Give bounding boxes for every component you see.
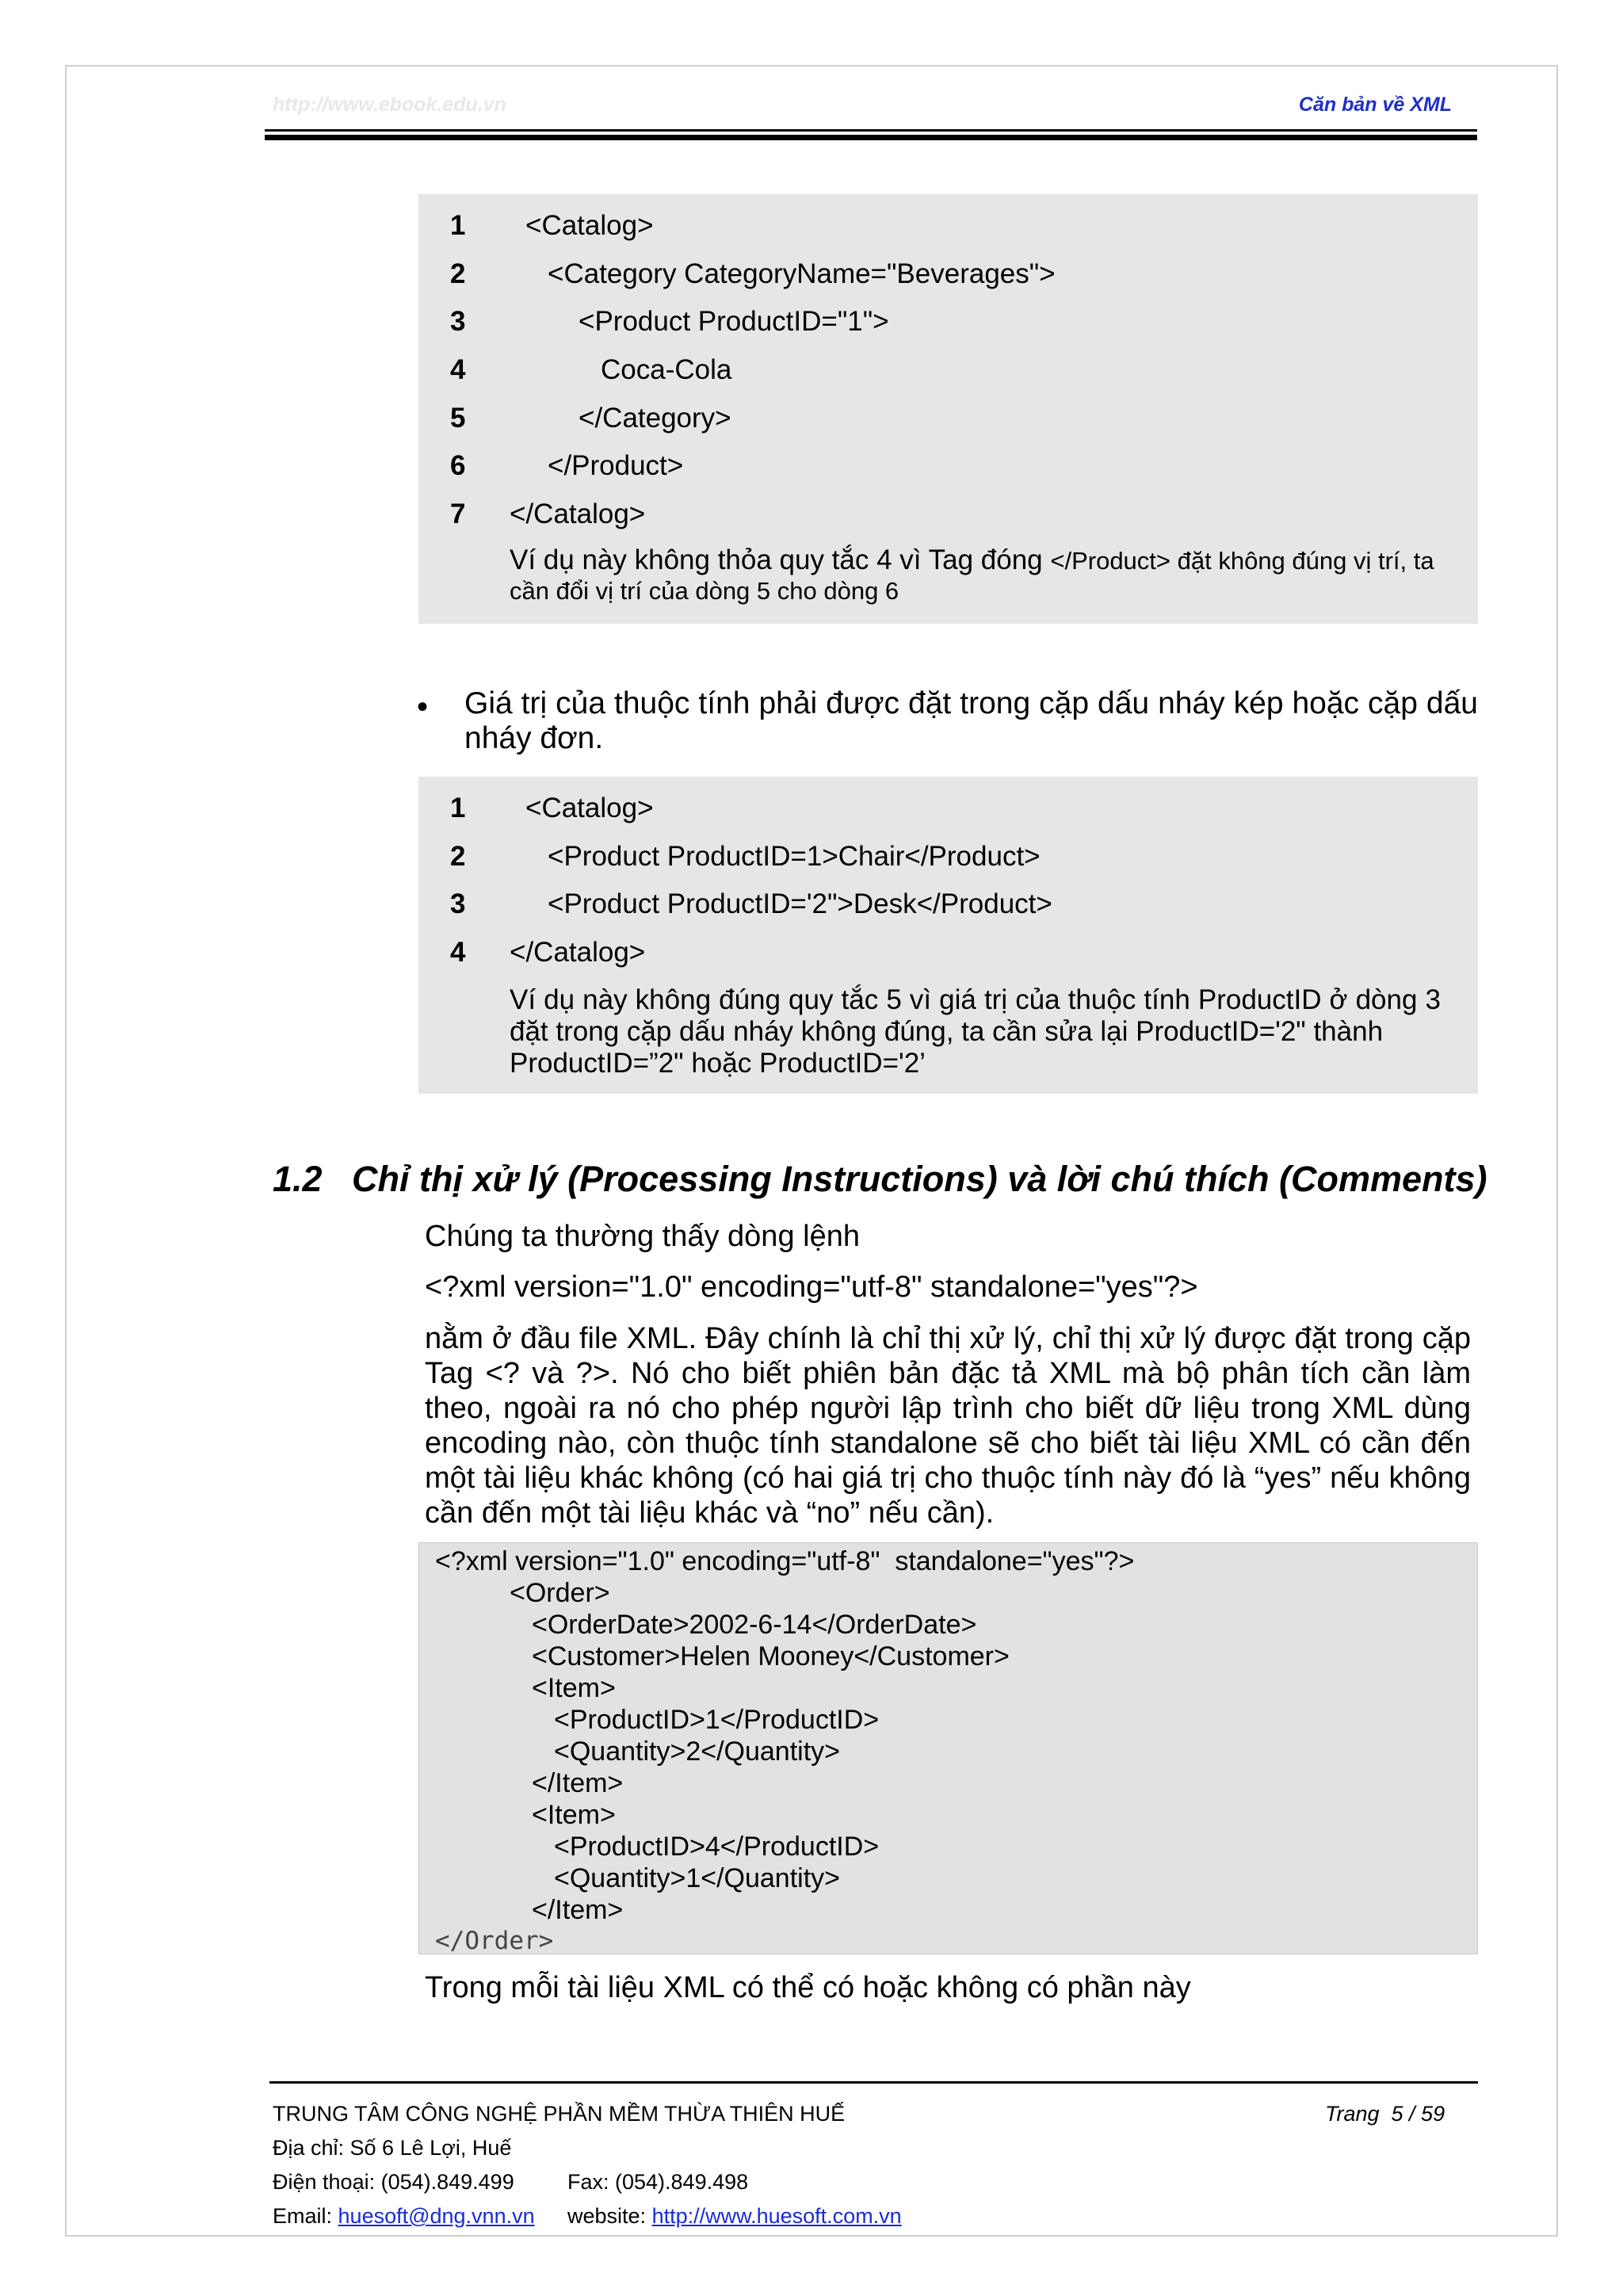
website-label: website: [567, 2204, 652, 2228]
code-example-3 [418, 1542, 1478, 1954]
bullet-marker: • [417, 690, 429, 724]
note-text: Ví dụ này không đúng quy tắc 5 vì giá trị của thuộc tính ProductID ở dòng 3 đặt trong cặp dấu nháy không đúng, ta cần sửa lại ProductID='2" thành [510, 984, 1441, 1047]
code-line: <ProductID>1</ProductID> [554, 1705, 880, 1735]
code-line: <Order> [510, 1578, 610, 1608]
code-line: </Item> [532, 1895, 624, 1925]
section-heading [273, 1159, 1487, 1200]
email-link[interactable]: huesoft@dng.vnn.vn [338, 2204, 535, 2228]
footer-rule [269, 2081, 1478, 2084]
code-line: <OrderDate>2002-6-14</OrderDate> [532, 1610, 977, 1640]
line-number: 4 [450, 937, 466, 968]
website-link[interactable]: http://www.huesoft.com.vn [651, 2204, 902, 2228]
footer-fax: Fax: (054).849.498 [567, 2170, 749, 2194]
paragraph: nằm ở đầu file XML. Đây chính là chỉ thị xử lý, chỉ thị xử lý được đặt trong cặp Tag <? và ?>. Nó cho biết phiên bản đặc tả XML mà bộ phân tích cần làm theo, ngoài ra nó cho phép người lập trình cho biết dữ liệu trong XML dùng encoding nào, còn thuộc tính standalone sẽ cho biết tài liệu XML có cần đến một tài liệu khác không (có hai giá trị cho thuộc tính này đó là “yes” nếu không cần đến một tài liệu khác và “no” nếu cần). [425, 1322, 1471, 1530]
page-number: Trang 5 / 59 [1325, 2102, 1445, 2126]
footer-phone: Điện thoại: (054).849.499 [273, 2170, 514, 2194]
bullet-text: Giá trị của thuộc tính phải được đặt trong cặp dấu nháy kép hoặc cặp dấu nháy đơn. [464, 686, 1478, 755]
code-line: <Product ProductID='2">Desk</Product> [548, 888, 1052, 919]
line-number: 5 [450, 403, 466, 434]
section-number: 1.2 [273, 1159, 323, 1199]
header-rule-thick [265, 135, 1477, 140]
header-rule [265, 129, 1477, 132]
note-text-last: ProductID=”2" hoặc ProductID='2’ [510, 1048, 926, 1079]
code-note [510, 545, 1441, 606]
line-number: 2 [450, 258, 466, 289]
code-line: <Item> [532, 1800, 616, 1830]
code-note [510, 984, 1441, 1079]
line-number: 6 [450, 450, 466, 481]
code-example-1 [418, 194, 1478, 624]
code-line: <Item> [532, 1673, 616, 1703]
line-number: 1 [450, 210, 466, 241]
paragraph: Chúng ta thường thấy dòng lệnh [425, 1220, 860, 1253]
line-number: 7 [450, 499, 466, 529]
code-line: <Product ProductID=1>Chair</Product> [548, 841, 1041, 872]
line-number: 2 [450, 841, 466, 872]
footer-address: Địa chỉ: Số 6 Lê Lợi, Huế [273, 2136, 512, 2160]
header-url: http://www.ebook.edu.vn [273, 94, 506, 116]
code-line: <Category CategoryName="Beverages"> [548, 258, 1056, 289]
code-line: <Catalog> [525, 793, 654, 823]
paragraph-code-sample: <?xml version="1.0" encoding="utf-8" standalone="yes"?> [425, 1270, 1198, 1304]
section-title: Chỉ thị xử lý (Processing Instructions) và lời chú thích (Comments) [352, 1159, 1487, 1199]
line-number: 3 [450, 888, 466, 919]
code-example-2 [418, 777, 1478, 1094]
code-line: </Order> [435, 1927, 554, 1955]
note-part: Ví dụ này không thỏa quy tắc 4 vì Tag đóng [510, 544, 1051, 575]
footer-email [273, 2204, 535, 2229]
header-title: Căn bản về XML [1298, 94, 1452, 116]
note-part: </Product> đặt không đúng vị trí, ta cần đổi vị trí của dòng 5 cho dòng 6 [510, 547, 1434, 605]
code-line: <ProductID>4</ProductID> [554, 1832, 880, 1862]
code-line: Coca-Cola [601, 354, 732, 385]
code-line: <Quantity>2</Quantity> [554, 1736, 841, 1767]
code-line: </Item> [532, 1768, 624, 1798]
email-label: Email: [273, 2204, 338, 2228]
code-line: </Category> [579, 403, 731, 434]
line-number: 4 [450, 354, 466, 385]
line-number: 3 [450, 306, 466, 337]
code-line: </Catalog> [510, 937, 646, 968]
code-line: <Quantity>1</Quantity> [554, 1863, 841, 1893]
footer-website [567, 2204, 902, 2229]
code-line: <Catalog> [525, 210, 654, 241]
code-line: <Customer>Helen Mooney</Customer> [532, 1641, 1010, 1671]
code-line: </Catalog> [510, 499, 646, 529]
footer-org: TRUNG TÂM CÔNG NGHỆ PHẦN MỀM THỪA THIÊN HUẾ [273, 2102, 846, 2126]
paragraph: Trong mỗi tài liệu XML có thể có hoặc không có phần này [425, 1971, 1191, 2004]
code-line: <Product ProductID="1"> [579, 306, 889, 337]
line-number: 1 [450, 793, 466, 823]
code-line: <?xml version="1.0" encoding="utf-8" standalone="yes"?> [435, 1546, 1135, 1576]
code-line: </Product> [548, 450, 684, 481]
